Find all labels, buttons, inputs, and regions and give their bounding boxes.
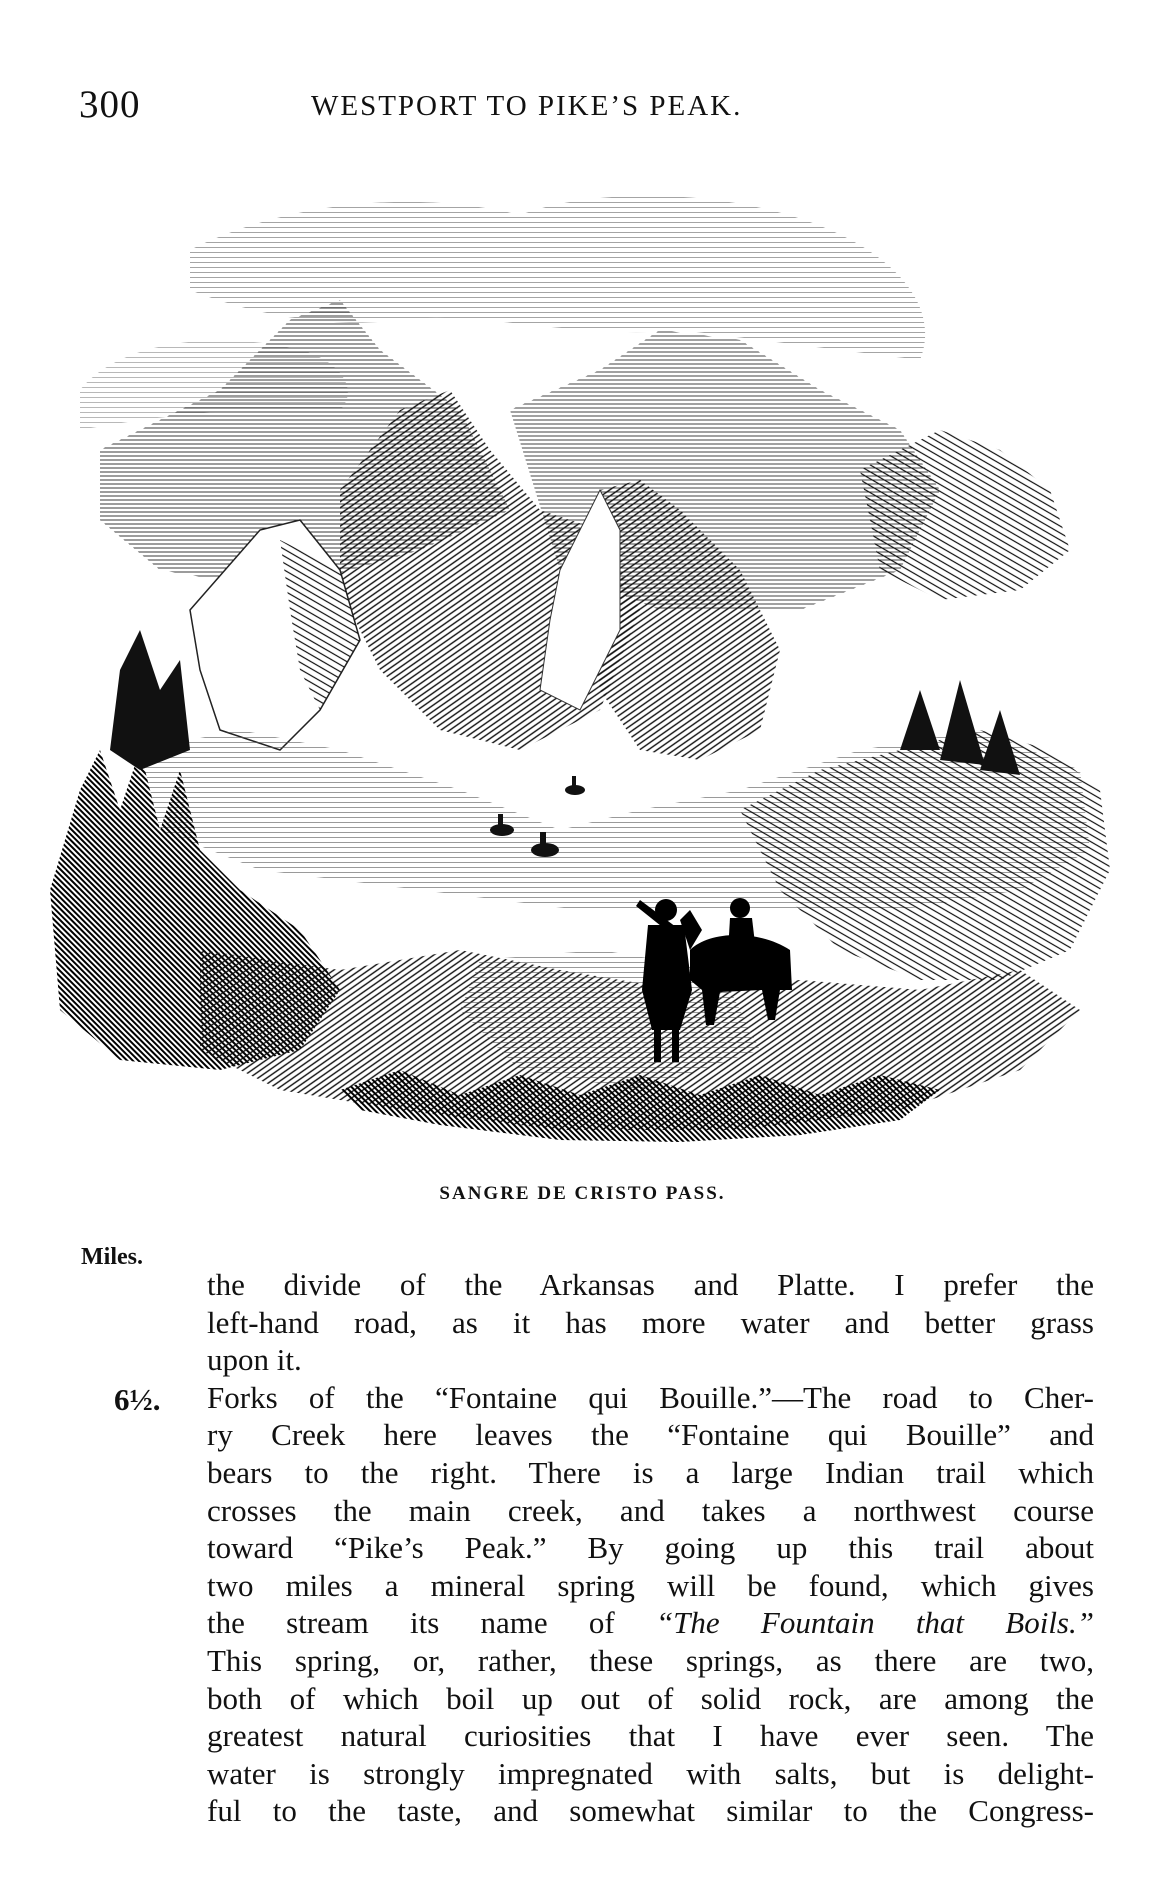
- body-text: [207, 1266, 1094, 1830]
- mountain-right-dark: [860, 430, 1070, 600]
- text-line-italic-title: [207, 1604, 1094, 1642]
- text-line: greatest natural curiosities that I have ever seen. The: [207, 1718, 1094, 1754]
- text-line: crosses the main creek, and takes a northwest course: [207, 1492, 1094, 1528]
- text-line: This spring, or, rather, these springs, as there are two,: [207, 1642, 1094, 1678]
- text-line: bears to the right. There is a large Indian trail which: [207, 1454, 1094, 1490]
- text-line: two miles a mineral spring will be found, which gives: [207, 1567, 1094, 1603]
- text-line: ry Creek here leaves the “Fontaine qui Bouille” and: [207, 1417, 1094, 1453]
- tall-tree-left: [110, 630, 190, 770]
- text-line: left-hand road, as it has more water and better grass: [207, 1304, 1094, 1340]
- running-head: WESTPORT TO PIKE’S PEAK.: [311, 90, 743, 122]
- text-line: ful to the taste, and somewhat similar to the Congress-: [207, 1793, 1094, 1829]
- text-line: upon it.: [207, 1342, 302, 1378]
- right-hill: [740, 730, 1110, 980]
- text-line: water is strongly impregnated with salts, but is delight-: [207, 1755, 1094, 1791]
- page-number: 300: [79, 83, 141, 126]
- illustration-caption: SANGRE DE CRISTO PASS.: [439, 1183, 726, 1204]
- text-line: both of which boil up out of solid rock, are among the: [207, 1680, 1094, 1716]
- entry-distance: 6½.: [114, 1382, 161, 1417]
- text-line: Forks of the “Fontaine qui Bouille.”—The road to Cher-: [207, 1379, 1094, 1415]
- miles-margin-label: Miles.: [81, 1244, 143, 1270]
- text-segment: the stream its name of: [207, 1605, 656, 1641]
- text-line: toward “Pike’s Peak.” By going up this trail about: [207, 1530, 1094, 1566]
- italic-phrase: “The Fountain that Boils.”: [655, 1605, 1094, 1641]
- text-line: the divide of the Arkansas and Platte. I prefer the: [207, 1267, 1094, 1302]
- engraving-illustration: [40, 190, 1130, 1150]
